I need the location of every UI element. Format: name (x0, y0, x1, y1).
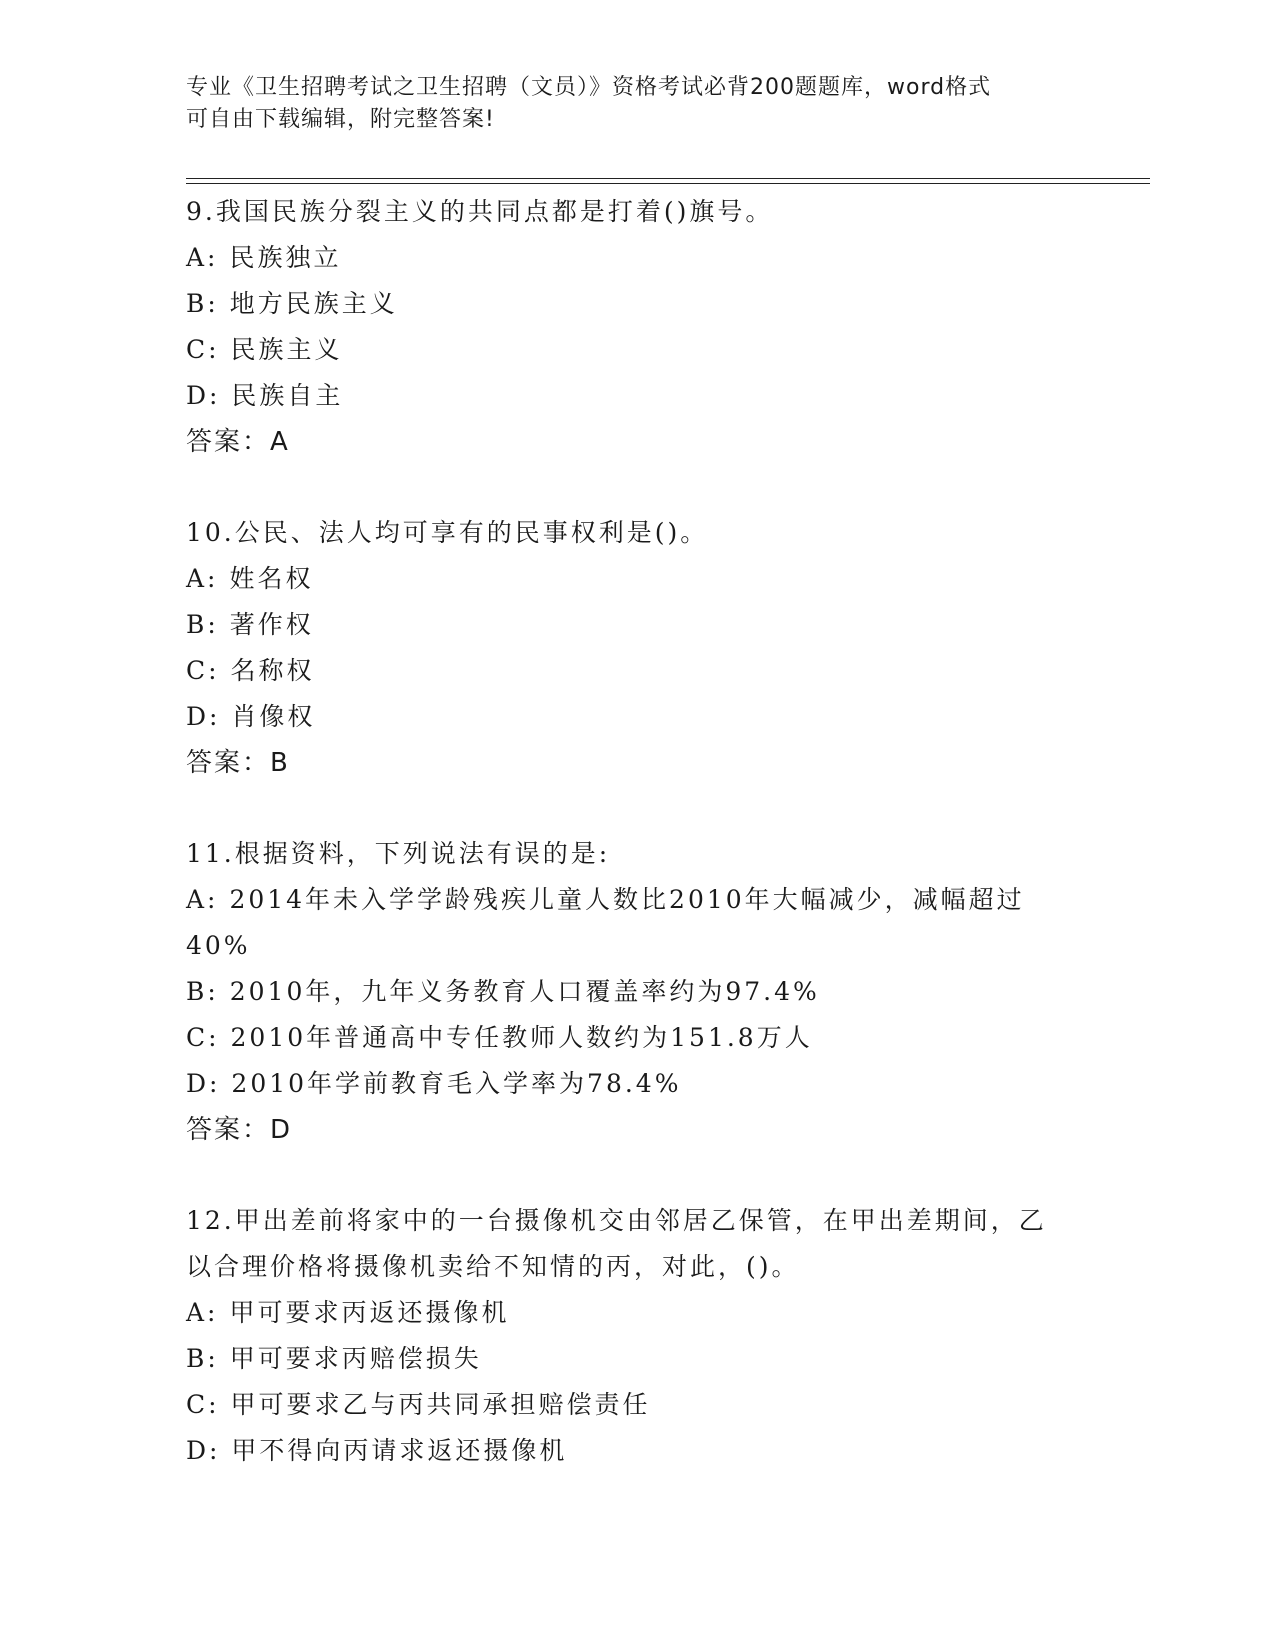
question-9 (186, 189, 1086, 465)
header-divider-top (186, 178, 1150, 179)
option-b: B: 2010年，九年义务教育人口覆盖率约为97.4% (186, 977, 820, 1006)
question-stem: 11.根据资料，下列说法有误的是: (186, 839, 611, 868)
option-c: C: 民族主义 (186, 335, 343, 364)
option-d: D: 肖像权 (186, 702, 316, 731)
option-a: A: 姓名权 (186, 564, 314, 593)
option-b: B: 地方民族主义 (186, 289, 398, 318)
question-stem: 10.公民、法人均可享有的民事权利是()。 (186, 518, 709, 547)
option-a-continuation: 40% (186, 931, 251, 960)
option-d: D: 2010年学前教育毛入学率为78.4% (186, 1069, 682, 1098)
option-d: D: 甲不得向丙请求返还摄像机 (186, 1436, 568, 1465)
question-11 (186, 831, 1086, 1153)
question-list (186, 189, 1086, 1519)
option-b: B: 甲可要求丙赔偿损失 (186, 1344, 482, 1373)
option-b: B: 著作权 (186, 610, 314, 639)
answer-label: 答案：B (186, 748, 290, 778)
question-stem-continuation: 以合理价格将摄像机卖给不知情的丙，对此，()。 (186, 1252, 800, 1281)
option-a: A: 2014年未入学学龄残疾儿童人数比2010年大幅减少，减幅超过 (186, 885, 1025, 914)
header-line-1: 专业《卫生招聘考试之卫生招聘（文员）》资格考试必背200题题库，word格式 (186, 75, 992, 100)
header-divider-bottom (186, 183, 1150, 184)
answer-label: 答案：A (186, 427, 290, 457)
question-stem: 9.我国民族分裂主义的共同点都是打着()旗号。 (186, 197, 774, 226)
question-stem: 12.甲出差前将家中的一台摄像机交由邻居乙保管，在甲出差期间，乙 (186, 1206, 1047, 1235)
answer-label: 答案：D (186, 1115, 293, 1145)
option-c: C: 名称权 (186, 656, 315, 685)
option-c: C: 甲可要求乙与丙共同承担赔偿责任 (186, 1390, 651, 1419)
question-10 (186, 510, 1086, 786)
option-d: D: 民族自主 (186, 381, 344, 410)
question-12 (186, 1198, 1086, 1474)
option-a: A: 民族独立 (186, 243, 342, 272)
option-a: A: 甲可要求丙返还摄像机 (186, 1298, 510, 1327)
header-line-2: 可自由下载编辑，附完整答案! (186, 107, 495, 132)
document-header (186, 72, 1066, 136)
option-c: C: 2010年普通高中专任教师人数约为151.8万人 (186, 1023, 813, 1052)
